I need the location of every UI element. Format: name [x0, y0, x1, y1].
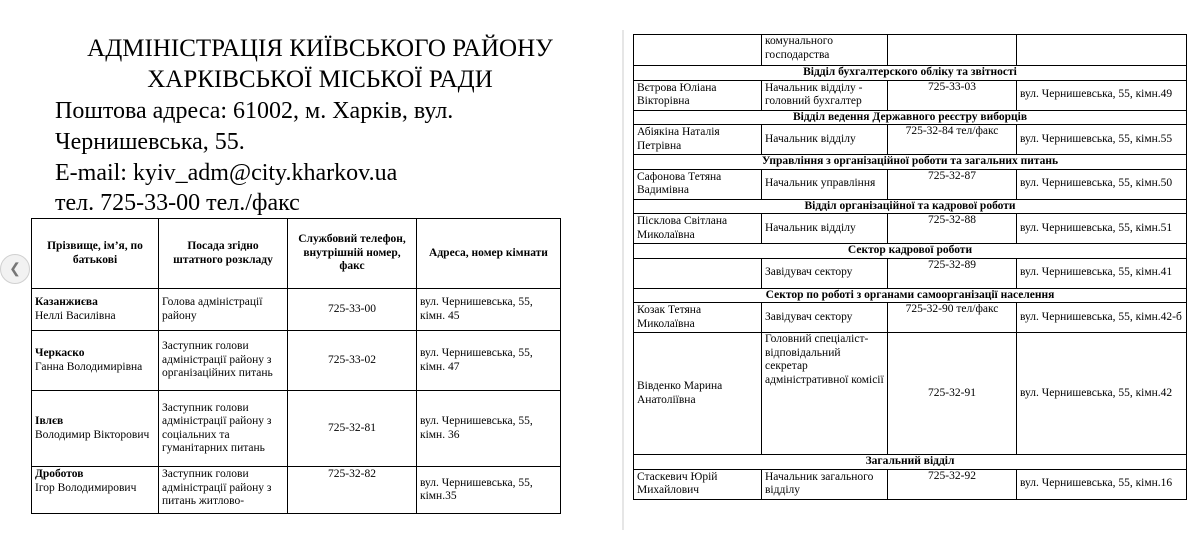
phone-cell: [888, 35, 1017, 66]
position-cell: Заступник голови адміністрації району з питань житлово-: [159, 467, 288, 514]
address-cell: вул. Чернишевська, 55, кімн.16: [1017, 469, 1187, 499]
phone-cell: 725-32-89: [888, 258, 1017, 288]
table-row: [634, 125, 1187, 155]
name-cell: [32, 467, 159, 514]
position-cell: Начальник відділу: [762, 214, 888, 244]
phone-cell: 725-33-03: [888, 80, 1017, 110]
surname: Дроботов: [35, 468, 84, 480]
name-cell: Абіякіна Наталія Петрівна: [634, 125, 762, 155]
address-cell: вул. Чернишевська, 55, кімн.41: [1017, 258, 1187, 288]
postal-address-line1: Поштова адреса: 61002, м. Харків, вул.: [55, 98, 454, 124]
table-row: [32, 289, 561, 331]
position-cell: Заступник голови адміністрації району з організаційних питань: [159, 331, 288, 391]
position-cell: Голова адміністрації району: [159, 289, 288, 331]
left-page: [0, 0, 580, 536]
address-cell: вул. Чернишевська, 55, кімн.51: [1017, 214, 1187, 244]
section-header-row: [634, 199, 1187, 214]
section-title: Відділ бухгалтерского обліку та звітності: [634, 66, 1187, 81]
address-cell: вул. Чернишевська, 55, кімн.49: [1017, 80, 1187, 110]
section-title: Загальний відділ: [634, 455, 1187, 470]
phone-cell: 725-32-90 тел/факс: [888, 303, 1017, 333]
table-row: [634, 80, 1187, 110]
document-title-line1: АДМІНІСТРАЦІЯ КИЇВСЬКОГО РАЙОНУ: [87, 35, 553, 62]
section-title: Сектор кадрової роботи: [634, 244, 1187, 259]
name-cell: Вівденко Марина Анатоліївна: [634, 333, 762, 455]
table-row: [32, 331, 561, 391]
position-cell: Начальник відділу: [762, 125, 888, 155]
address-cell: вул. Чернишевська, 55, кімн. 47: [417, 331, 561, 391]
staff-table-right: [633, 34, 1187, 500]
right-page: [627, 0, 1200, 536]
address-cell: вул. Чернишевська, 55, кімн.42: [1017, 333, 1187, 455]
section-title: Відділ ведення Державного реєстру виборців: [634, 110, 1187, 125]
section-header-row: [634, 244, 1187, 259]
address-cell: вул. Чернишевська, 55, кімн. 36: [417, 391, 561, 467]
position-cell: Завідувач сектору: [762, 258, 888, 288]
name-cell: [32, 331, 159, 391]
header-phone: Службовий телефон, внутрішній номер, факс: [288, 219, 417, 289]
position-cell: Головний спеціаліст-відповідальний секретар адміністративної комісії: [762, 333, 888, 455]
table-row: [634, 469, 1187, 499]
table-header-row: [32, 219, 561, 289]
table-row: [32, 391, 561, 467]
given-names: Неллі Василівна: [35, 309, 116, 322]
phone-cell: 725-32-91: [888, 333, 1017, 455]
table-row: [32, 467, 561, 514]
name-cell: Сафонова Тетяна Вадимівна: [634, 169, 762, 199]
phone-cell: 725-32-87: [888, 169, 1017, 199]
address-cell: [1017, 35, 1187, 66]
email-line: E-mail: kyiv_adm@city.kharkov.ua: [55, 160, 398, 186]
name-cell: [32, 391, 159, 467]
name-cell: Пісклова Світлана Миколаївна: [634, 214, 762, 244]
name-cell: Козак Тетяна Миколаївна: [634, 303, 762, 333]
position-cell: комунального господарства: [762, 35, 888, 66]
postal-address-line2: Чернишевська, 55.: [55, 129, 245, 155]
address-cell: вул. Чернишевська, 55, кімн.42-б: [1017, 303, 1187, 333]
staff-table-left: [31, 218, 561, 514]
name-cell: [634, 35, 762, 66]
address-cell: вул. Чернишевська, 55, кімн.50: [1017, 169, 1187, 199]
address-cell: вул. Чернишевська, 55, кімн.55: [1017, 125, 1187, 155]
position-cell: Заступник голови адміністрації району з соціальних та гуманітарних питань: [159, 391, 288, 467]
page-divider: [622, 30, 624, 530]
position-cell: Начальник відділу - головний бухгалтер: [762, 80, 888, 110]
header-position: Посада згідно штатного розкладу: [159, 219, 288, 289]
phone-cell: 725-32-92: [888, 469, 1017, 499]
table-row: [634, 333, 1187, 455]
phone-cell: 725-32-88: [888, 214, 1017, 244]
header-address: Адреса, номер кімнати: [417, 219, 561, 289]
phone-cell: 725-32-81: [288, 391, 417, 467]
surname: Черкаско: [35, 347, 85, 359]
section-header-row: [634, 455, 1187, 470]
given-names: Ганна Володимирівна: [35, 360, 143, 373]
name-cell: [32, 289, 159, 331]
section-title: Сектор по роботі з органами самоорганізації населення: [634, 288, 1187, 303]
table-row: [634, 169, 1187, 199]
position-cell: Завідувач сектору: [762, 303, 888, 333]
name-cell: Стаскевич Юрій Михайлович: [634, 469, 762, 499]
table-row: [634, 35, 1187, 66]
address-cell: вул. Чернишевська, 55, кімн. 45: [417, 289, 561, 331]
phone-cell: 725-33-02: [288, 331, 417, 391]
document-title-line2: ХАРКІВСЬКОЇ МІСЬКОЇ РАДИ: [147, 66, 493, 93]
section-header-row: [634, 110, 1187, 125]
header-name: Прізвище, ім’я, по батькові: [32, 219, 159, 289]
given-names: Ігор Володимирович: [35, 481, 137, 494]
section-header-row: [634, 155, 1187, 170]
section-title: Відділ організаційної та кадрової роботи: [634, 199, 1187, 214]
table-row: [634, 303, 1187, 333]
phone-cell: 725-32-82: [288, 467, 417, 514]
chevron-left-icon[interactable]: ❮: [0, 254, 30, 284]
address-cell: вул. Чернишевська, 55, кімн.35: [417, 467, 561, 514]
section-header-row: [634, 288, 1187, 303]
section-header-row: [634, 66, 1187, 81]
position-cell: Начальник управління: [762, 169, 888, 199]
given-names: Володимир Вікторович: [35, 428, 150, 441]
position-cell: Начальник загального відділу: [762, 469, 888, 499]
name-cell: [634, 258, 762, 288]
phone-cell: 725-33-00: [288, 289, 417, 331]
phone-cell: 725-32-84 тел/факс: [888, 125, 1017, 155]
phone-line: тел. 725-33-00 тел./факс: [55, 190, 300, 216]
name-cell: Вєтрова Юліана Вікторівна: [634, 80, 762, 110]
surname: Івлєв: [35, 415, 64, 427]
table-row: [634, 258, 1187, 288]
section-title: Управління з організаційної роботи та загальних питань: [634, 155, 1187, 170]
table-row: [634, 214, 1187, 244]
surname: Казанжиєва: [35, 296, 98, 308]
